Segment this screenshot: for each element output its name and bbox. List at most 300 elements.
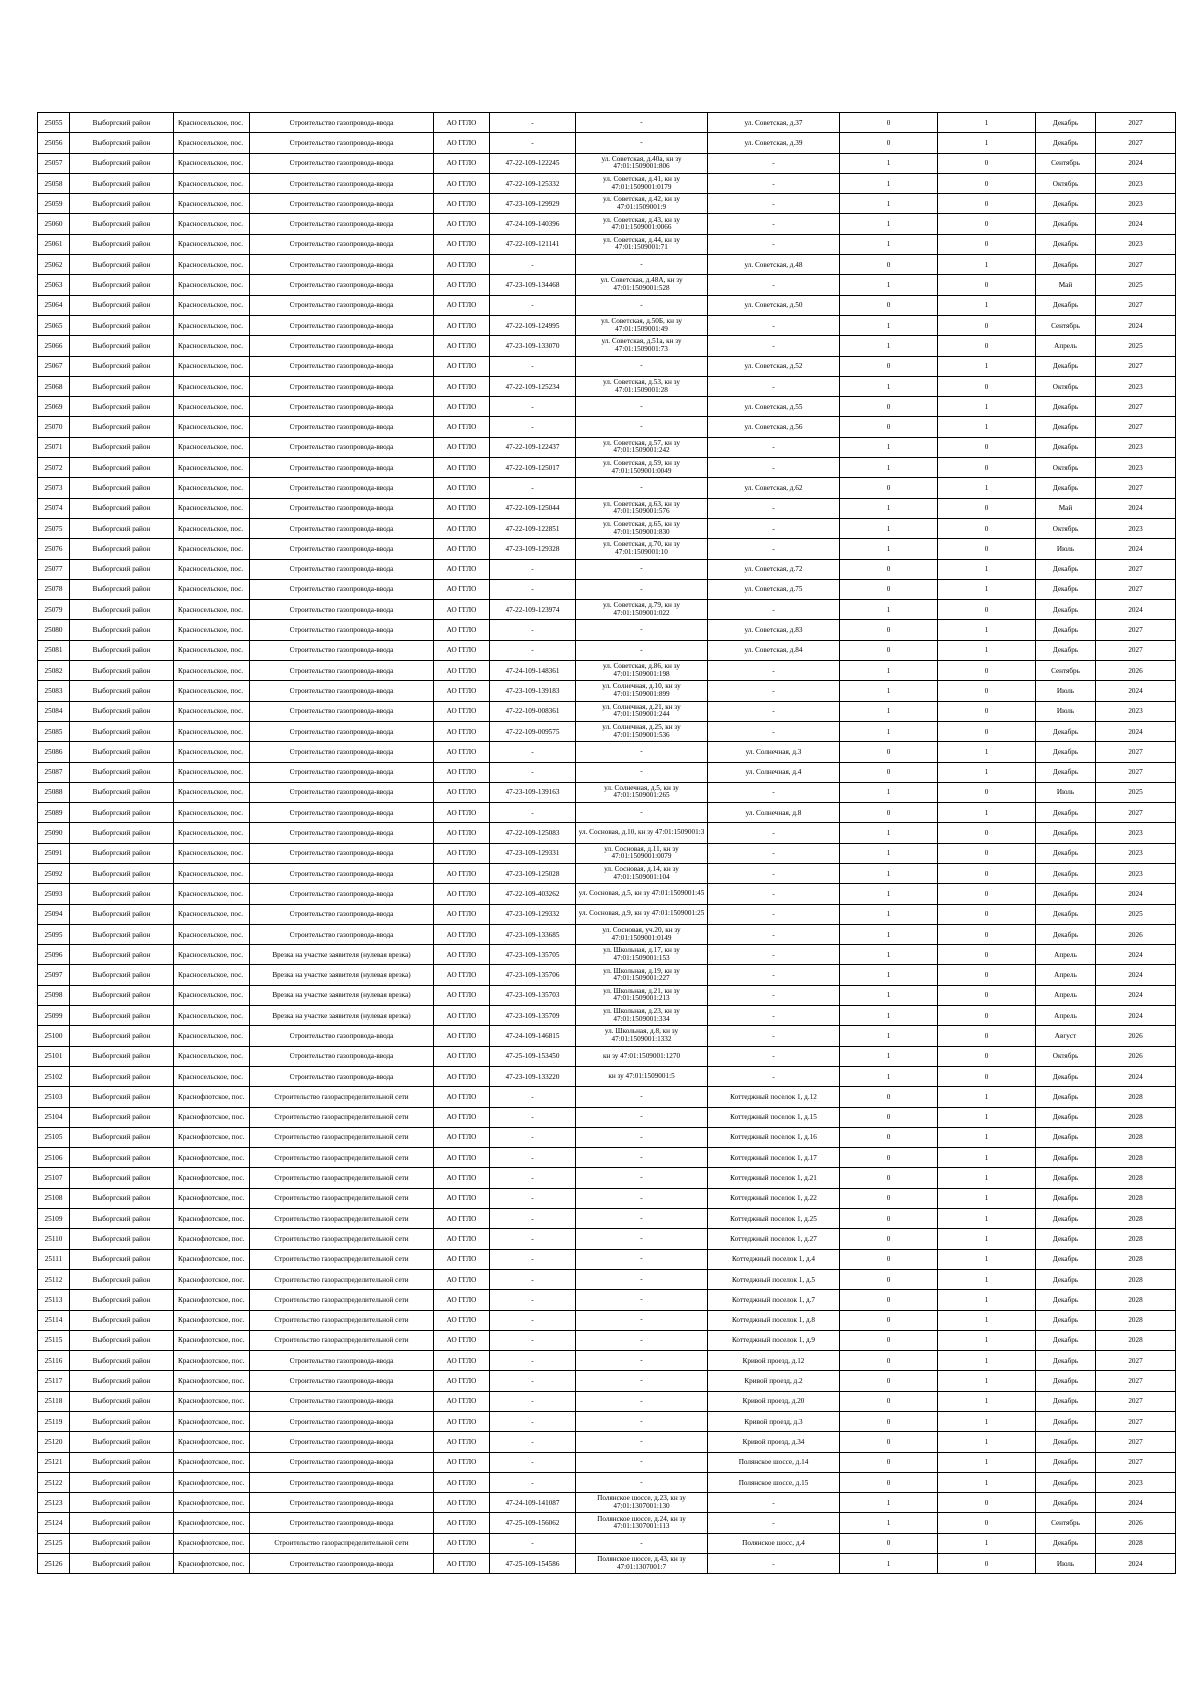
organization-cell: АО ГГЛО	[434, 1188, 490, 1208]
table-row	[38, 843, 1176, 863]
row-number: 25055	[38, 113, 70, 133]
district-cell: Выборгский район	[70, 214, 174, 234]
month-cell: Май	[1036, 498, 1096, 518]
count-a-cell: 1	[840, 234, 938, 254]
settlement-cell: Красносельское, пос.	[174, 945, 250, 965]
organization-cell: АО ГГЛО	[434, 579, 490, 599]
year-cell: 2028	[1096, 1087, 1176, 1107]
count-b-cell: 0	[938, 1026, 1036, 1046]
settlement-cell: Красносельское, пос.	[174, 397, 250, 417]
contract-number-cell: -	[490, 417, 576, 437]
settlement-cell: Красносельское, пос.	[174, 823, 250, 843]
address-cell: Коттеджный поселок 1, д.9	[708, 1330, 840, 1350]
organization-cell: АО ГГЛО	[434, 1127, 490, 1147]
contract-number-cell: -	[490, 356, 576, 376]
year-cell: 2023	[1096, 458, 1176, 478]
count-b-cell: 1	[938, 1330, 1036, 1350]
work-type-cell: Строительство газопровода-ввода	[250, 620, 434, 640]
work-type-cell: Врезка на участке заявителя (нулевая врезка)	[250, 945, 434, 965]
address-cell: -	[708, 234, 840, 254]
count-b-cell: 1	[938, 1269, 1036, 1289]
count-a-cell: 1	[840, 823, 938, 843]
district-cell: Выборгский район	[70, 1290, 174, 1310]
table-row	[38, 1371, 1176, 1391]
settlement-cell: Красносельское, пос.	[174, 721, 250, 741]
address-cadastral-cell: ул. Советская, д.40а, кн зу 47:01:1509001:806	[576, 153, 708, 173]
count-b-cell: 0	[938, 701, 1036, 721]
address-cell: Коттеджный поселок 1, д.7	[708, 1290, 840, 1310]
contract-number-cell: -	[490, 762, 576, 782]
district-cell: Выборгский район	[70, 884, 174, 904]
district-cell: Выборгский район	[70, 1513, 174, 1533]
table-row	[38, 275, 1176, 295]
contract-number-cell: -	[490, 1412, 576, 1432]
organization-cell: АО ГГЛО	[434, 823, 490, 843]
table-row	[38, 518, 1176, 538]
work-type-cell: Строительство газораспределительной сети	[250, 1209, 434, 1229]
year-cell: 2023	[1096, 173, 1176, 193]
address-cadastral-cell: -	[576, 1269, 708, 1289]
contract-number-cell: -	[490, 1249, 576, 1269]
count-b-cell: 0	[938, 234, 1036, 254]
district-cell: Выборгский район	[70, 458, 174, 478]
address-cell: Коттеджный поселок 1, д.12	[708, 1087, 840, 1107]
address-cell: ул. Солнечная, д.3	[708, 742, 840, 762]
count-a-cell: 1	[840, 1066, 938, 1086]
count-a-cell: 0	[840, 1391, 938, 1411]
organization-cell: АО ГГЛО	[434, 965, 490, 985]
table-row	[38, 173, 1176, 193]
count-a-cell: 0	[840, 478, 938, 498]
address-cell: ул. Советская, д.84	[708, 640, 840, 660]
district-cell: Выборгский район	[70, 498, 174, 518]
contract-number-cell: 47-22-109-008361	[490, 701, 576, 721]
table-row	[38, 1006, 1176, 1026]
row-number: 25122	[38, 1472, 70, 1492]
table-row	[38, 559, 1176, 579]
settlement-cell: Красносельское, пос.	[174, 234, 250, 254]
count-a-cell: 1	[840, 985, 938, 1005]
contract-number-cell: -	[490, 1188, 576, 1208]
contract-number-cell: -	[490, 579, 576, 599]
count-b-cell: 1	[938, 295, 1036, 315]
row-number: 25108	[38, 1188, 70, 1208]
settlement-cell: Красносельское, пос.	[174, 863, 250, 883]
count-b-cell: 0	[938, 782, 1036, 802]
year-cell: 2028	[1096, 1290, 1176, 1310]
contract-number-cell: 47-24-109-141087	[490, 1493, 576, 1513]
table-row	[38, 153, 1176, 173]
row-number: 25062	[38, 255, 70, 275]
organization-cell: АО ГГЛО	[434, 1412, 490, 1432]
count-a-cell: 1	[840, 275, 938, 295]
address-cell: -	[708, 661, 840, 681]
year-cell: 2023	[1096, 863, 1176, 883]
district-cell: Выборгский район	[70, 1452, 174, 1472]
year-cell: 2028	[1096, 1533, 1176, 1553]
table-row	[38, 1168, 1176, 1188]
district-cell: Выборгский район	[70, 336, 174, 356]
district-cell: Выборгский район	[70, 1493, 174, 1513]
address-cadastral-cell: ул. Школьная, д.23, кн зу 47:01:1509001:334	[576, 1006, 708, 1026]
contract-number-cell: -	[490, 1472, 576, 1492]
table-row	[38, 356, 1176, 376]
organization-cell: АО ГГЛО	[434, 437, 490, 457]
organization-cell: АО ГГЛО	[434, 173, 490, 193]
organization-cell: АО ГГЛО	[434, 1209, 490, 1229]
address-cell: -	[708, 600, 840, 620]
count-b-cell: 1	[938, 1371, 1036, 1391]
organization-cell: АО ГГЛО	[434, 1513, 490, 1533]
table-row	[38, 863, 1176, 883]
month-cell: Декабрь	[1036, 1107, 1096, 1127]
year-cell: 2024	[1096, 884, 1176, 904]
row-number: 25089	[38, 803, 70, 823]
count-b-cell: 0	[938, 661, 1036, 681]
count-a-cell: 1	[840, 721, 938, 741]
month-cell: Декабрь	[1036, 113, 1096, 133]
month-cell: Декабрь	[1036, 1188, 1096, 1208]
table-row	[38, 803, 1176, 823]
row-number: 25121	[38, 1452, 70, 1472]
year-cell: 2023	[1096, 701, 1176, 721]
district-cell: Выборгский район	[70, 518, 174, 538]
organization-cell: АО ГГЛО	[434, 397, 490, 417]
address-cell: -	[708, 173, 840, 193]
contract-number-cell: 47-23-109-139183	[490, 681, 576, 701]
contract-number-cell: 47-23-109-133685	[490, 924, 576, 944]
contract-number-cell: 47-24-109-140396	[490, 214, 576, 234]
organization-cell: АО ГГЛО	[434, 376, 490, 396]
table-row	[38, 945, 1176, 965]
row-number: 25110	[38, 1229, 70, 1249]
address-cadastral-cell: кн зу 47:01:1509001:5	[576, 1066, 708, 1086]
month-cell: Июль	[1036, 782, 1096, 802]
count-a-cell: 0	[840, 1290, 938, 1310]
address-cadastral-cell: ул. Сосновая, д.9, кн зу 47:01:1509001:25	[576, 904, 708, 924]
row-number: 25123	[38, 1493, 70, 1513]
contract-number-cell: -	[490, 295, 576, 315]
address-cadastral-cell: ул. Советская, д.50Б, кн зу 47:01:1509001:49	[576, 315, 708, 335]
count-a-cell: 1	[840, 904, 938, 924]
address-cell: -	[708, 681, 840, 701]
month-cell: Декабрь	[1036, 234, 1096, 254]
district-cell: Выборгский район	[70, 823, 174, 843]
organization-cell: АО ГГЛО	[434, 1554, 490, 1574]
work-type-cell: Строительство газораспределительной сети	[250, 1290, 434, 1310]
work-type-cell: Строительство газопровода-ввода	[250, 397, 434, 417]
row-number: 25059	[38, 194, 70, 214]
work-type-cell: Строительство газопровода-ввода	[250, 214, 434, 234]
organization-cell: АО ГГЛО	[434, 315, 490, 335]
settlement-cell: Краснофлотское, пос.	[174, 1148, 250, 1168]
settlement-cell: Красносельское, пос.	[174, 579, 250, 599]
work-type-cell: Строительство газопровода-ввода	[250, 1412, 434, 1432]
address-cell: -	[708, 904, 840, 924]
organization-cell: АО ГГЛО	[434, 1493, 490, 1513]
settlement-cell: Красносельское, пос.	[174, 681, 250, 701]
year-cell: 2024	[1096, 1006, 1176, 1026]
count-b-cell: 1	[938, 1391, 1036, 1411]
address-cadastral-cell: ул. Советская, д.59, кн зу 47:01:1509001:0049	[576, 458, 708, 478]
month-cell: Июль	[1036, 1554, 1096, 1574]
contract-number-cell: -	[490, 640, 576, 660]
count-b-cell: 1	[938, 1432, 1036, 1452]
month-cell: Декабрь	[1036, 1269, 1096, 1289]
address-cadastral-cell: -	[576, 1249, 708, 1269]
month-cell: Июль	[1036, 539, 1096, 559]
count-a-cell: 0	[840, 1107, 938, 1127]
row-number: 25060	[38, 214, 70, 234]
year-cell: 2023	[1096, 376, 1176, 396]
address-cadastral-cell: -	[576, 1188, 708, 1208]
count-a-cell: 0	[840, 133, 938, 153]
count-b-cell: 0	[938, 498, 1036, 518]
work-type-cell: Строительство газораспределительной сети	[250, 1533, 434, 1553]
organization-cell: АО ГГЛО	[434, 1087, 490, 1107]
month-cell: Декабрь	[1036, 255, 1096, 275]
district-cell: Выборгский район	[70, 113, 174, 133]
month-cell: Декабрь	[1036, 1452, 1096, 1472]
address-cell: -	[708, 721, 840, 741]
address-cell: Коттеджный поселок 1, д.21	[708, 1168, 840, 1188]
count-b-cell: 1	[938, 1148, 1036, 1168]
table-row	[38, 1391, 1176, 1411]
district-cell: Выборгский район	[70, 1209, 174, 1229]
row-number: 25101	[38, 1046, 70, 1066]
table-row	[38, 1269, 1176, 1289]
count-b-cell: 1	[938, 1127, 1036, 1147]
month-cell: Декабрь	[1036, 1148, 1096, 1168]
work-type-cell: Строительство газопровода-ввода	[250, 153, 434, 173]
address-cell: Коттеджный поселок 1, д.25	[708, 1209, 840, 1229]
address-cadastral-cell: -	[576, 1229, 708, 1249]
work-type-cell: Строительство газораспределительной сети	[250, 1188, 434, 1208]
count-b-cell: 1	[938, 397, 1036, 417]
settlement-cell: Краснофлотское, пос.	[174, 1432, 250, 1452]
district-cell: Выборгский район	[70, 1371, 174, 1391]
month-cell: Декабрь	[1036, 803, 1096, 823]
year-cell: 2027	[1096, 620, 1176, 640]
contract-number-cell: -	[490, 1290, 576, 1310]
row-number: 25111	[38, 1249, 70, 1269]
count-a-cell: 1	[840, 782, 938, 802]
district-cell: Выборгский район	[70, 1330, 174, 1350]
year-cell: 2028	[1096, 1209, 1176, 1229]
address-cadastral-cell: -	[576, 1351, 708, 1371]
address-cadastral-cell: -	[576, 1472, 708, 1492]
month-cell: Декабрь	[1036, 478, 1096, 498]
address-cadastral-cell: ул. Школьная, д.17, кн зу 47:01:1509001:153	[576, 945, 708, 965]
settlement-cell: Краснофлотское, пос.	[174, 1087, 250, 1107]
address-cell: -	[708, 1513, 840, 1533]
contract-number-cell: -	[490, 1310, 576, 1330]
district-cell: Выборгский район	[70, 620, 174, 640]
count-b-cell: 1	[938, 640, 1036, 660]
month-cell: Декабрь	[1036, 721, 1096, 741]
organization-cell: АО ГГЛО	[434, 1351, 490, 1371]
organization-cell: АО ГГЛО	[434, 478, 490, 498]
organization-cell: АО ГГЛО	[434, 681, 490, 701]
month-cell: Декабрь	[1036, 640, 1096, 660]
address-cadastral-cell: -	[576, 742, 708, 762]
contract-number-cell: -	[490, 478, 576, 498]
settlement-cell: Краснофлотское, пос.	[174, 1269, 250, 1289]
row-number: 25099	[38, 1006, 70, 1026]
count-a-cell: 0	[840, 620, 938, 640]
table-row	[38, 1554, 1176, 1574]
month-cell: Сентябрь	[1036, 315, 1096, 335]
year-cell: 2027	[1096, 1412, 1176, 1432]
district-cell: Выборгский район	[70, 1310, 174, 1330]
address-cadastral-cell: -	[576, 559, 708, 579]
table-row	[38, 782, 1176, 802]
district-cell: Выборгский район	[70, 133, 174, 153]
year-cell: 2027	[1096, 1351, 1176, 1371]
row-number: 25124	[38, 1513, 70, 1533]
organization-cell: АО ГГЛО	[434, 1310, 490, 1330]
organization-cell: АО ГГЛО	[434, 539, 490, 559]
settlement-cell: Красносельское, пос.	[174, 255, 250, 275]
work-type-cell: Строительство газораспределительной сети	[250, 1107, 434, 1127]
organization-cell: АО ГГЛО	[434, 518, 490, 538]
year-cell: 2024	[1096, 1066, 1176, 1086]
settlement-cell: Красносельское, пос.	[174, 498, 250, 518]
year-cell: 2026	[1096, 1513, 1176, 1533]
organization-cell: АО ГГЛО	[434, 356, 490, 376]
work-type-cell: Врезка на участке заявителя (нулевая врезка)	[250, 1006, 434, 1026]
year-cell: 2027	[1096, 742, 1176, 762]
district-cell: Выборгский район	[70, 742, 174, 762]
month-cell: Апрель	[1036, 985, 1096, 1005]
table-row	[38, 1066, 1176, 1086]
work-type-cell: Строительство газопровода-ввода	[250, 559, 434, 579]
settlement-cell: Краснофлотское, пос.	[174, 1452, 250, 1472]
organization-cell: АО ГГЛО	[434, 153, 490, 173]
organization-cell: АО ГГЛО	[434, 255, 490, 275]
district-cell: Выборгский район	[70, 681, 174, 701]
count-b-cell: 0	[938, 518, 1036, 538]
row-number: 25117	[38, 1371, 70, 1391]
organization-cell: АО ГГЛО	[434, 559, 490, 579]
address-cadastral-cell: -	[576, 1533, 708, 1553]
address-cadastral-cell: ул. Солнечная, д.25, кн зу 47:01:1509001:536	[576, 721, 708, 741]
year-cell: 2024	[1096, 1493, 1176, 1513]
contract-number-cell: 47-23-109-125028	[490, 863, 576, 883]
district-cell: Выборгский район	[70, 173, 174, 193]
year-cell: 2024	[1096, 965, 1176, 985]
month-cell: Декабрь	[1036, 863, 1096, 883]
table-row	[38, 133, 1176, 153]
table-row	[38, 1493, 1176, 1513]
address-cell: ул. Солнечная, д.8	[708, 803, 840, 823]
contract-number-cell: -	[490, 1269, 576, 1289]
count-b-cell: 1	[938, 356, 1036, 376]
address-cadastral-cell: -	[576, 1168, 708, 1188]
count-a-cell: 0	[840, 559, 938, 579]
settlement-cell: Красносельское, пос.	[174, 1046, 250, 1066]
row-number: 25104	[38, 1107, 70, 1127]
count-a-cell: 0	[840, 1188, 938, 1208]
contract-number-cell: 47-22-109-125234	[490, 376, 576, 396]
organization-cell: АО ГГЛО	[434, 336, 490, 356]
address-cell: -	[708, 539, 840, 559]
month-cell: Декабрь	[1036, 1432, 1096, 1452]
address-cadastral-cell: -	[576, 133, 708, 153]
settlement-cell: Краснофлотское, пос.	[174, 1554, 250, 1574]
month-cell: Декабрь	[1036, 1066, 1096, 1086]
row-number: 25061	[38, 234, 70, 254]
contract-number-cell: -	[490, 620, 576, 640]
year-cell: 2027	[1096, 397, 1176, 417]
contract-number-cell: -	[490, 1107, 576, 1127]
organization-cell: АО ГГЛО	[434, 762, 490, 782]
address-cell: -	[708, 1006, 840, 1026]
address-cell: -	[708, 701, 840, 721]
row-number: 25076	[38, 539, 70, 559]
year-cell: 2026	[1096, 661, 1176, 681]
district-cell: Выборгский район	[70, 762, 174, 782]
address-cadastral-cell: -	[576, 1412, 708, 1432]
table-row	[38, 721, 1176, 741]
year-cell: 2026	[1096, 1026, 1176, 1046]
settlement-cell: Красносельское, пос.	[174, 315, 250, 335]
month-cell: Апрель	[1036, 945, 1096, 965]
count-b-cell: 1	[938, 133, 1036, 153]
address-cell: Полянское шоссе, д.14	[708, 1452, 840, 1472]
settlement-cell: Красносельское, пос.	[174, 762, 250, 782]
address-cell: -	[708, 153, 840, 173]
address-cadastral-cell: ул. Солнечная, д.10, кн зу 47:01:1509001:899	[576, 681, 708, 701]
district-cell: Выборгский район	[70, 437, 174, 457]
address-cell: Полянское шоссе, д.15	[708, 1472, 840, 1492]
work-type-cell: Строительство газопровода-ввода	[250, 315, 434, 335]
count-b-cell: 1	[938, 1249, 1036, 1269]
row-number: 25068	[38, 376, 70, 396]
count-a-cell: 0	[840, 356, 938, 376]
address-cadastral-cell: ул. Солнечная, д.5, кн зу 47:01:1509001:265	[576, 782, 708, 802]
count-a-cell: 0	[840, 1412, 938, 1432]
district-cell: Выборгский район	[70, 863, 174, 883]
settlement-cell: Красносельское, пос.	[174, 640, 250, 660]
address-cell: -	[708, 1066, 840, 1086]
count-b-cell: 0	[938, 1006, 1036, 1026]
settlement-cell: Краснофлотское, пос.	[174, 1472, 250, 1492]
settlement-cell: Краснофлотское, пос.	[174, 1412, 250, 1432]
district-cell: Выборгский район	[70, 234, 174, 254]
count-a-cell: 0	[840, 579, 938, 599]
organization-cell: АО ГГЛО	[434, 782, 490, 802]
address-cadastral-cell: -	[576, 579, 708, 599]
row-number: 25086	[38, 742, 70, 762]
contract-number-cell: -	[490, 1087, 576, 1107]
count-b-cell: 1	[938, 1290, 1036, 1310]
work-type-cell: Строительство газопровода-ввода	[250, 681, 434, 701]
row-number: 25100	[38, 1026, 70, 1046]
table-row	[38, 1087, 1176, 1107]
row-number: 25116	[38, 1351, 70, 1371]
table-row	[38, 1290, 1176, 1310]
organization-cell: АО ГГЛО	[434, 1371, 490, 1391]
row-number: 25097	[38, 965, 70, 985]
row-number: 25075	[38, 518, 70, 538]
contract-number-cell: 47-22-109-009575	[490, 721, 576, 741]
contract-number-cell: 47-25-109-156062	[490, 1513, 576, 1533]
district-cell: Выборгский район	[70, 579, 174, 599]
count-b-cell: 1	[938, 579, 1036, 599]
address-cell: -	[708, 1026, 840, 1046]
settlement-cell: Краснофлотское, пос.	[174, 1310, 250, 1330]
